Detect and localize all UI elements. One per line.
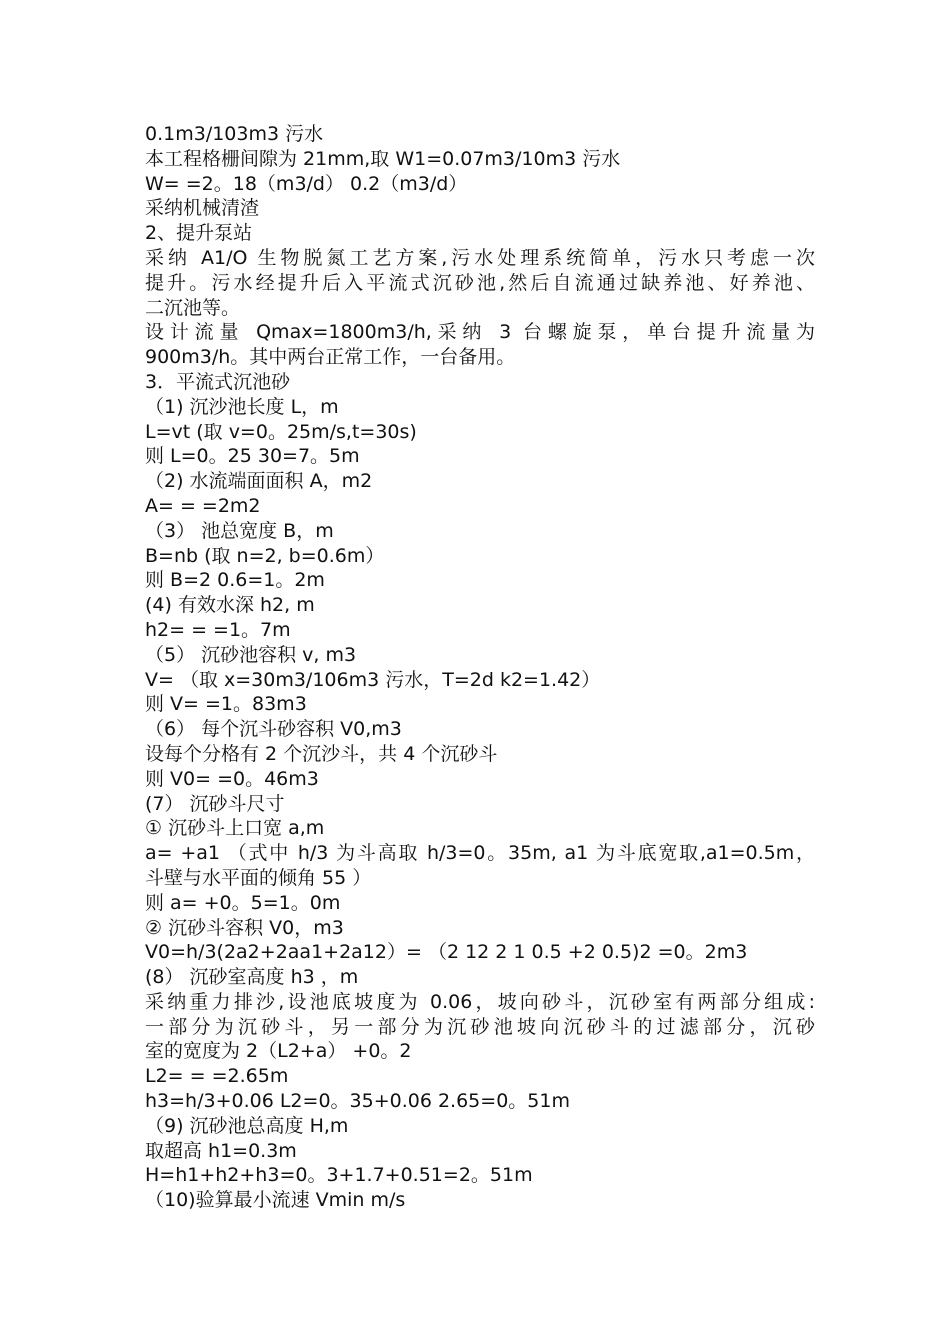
text-line: 设计流量 Qmax=1800m3/h,采纳 3 台螺旋泵，单台提升流量为 (145, 321, 815, 344)
text-line: (4) 有效水深 h2, m (145, 594, 315, 617)
text-line: （10)验算最小流速 Vmin m/s (145, 1189, 406, 1212)
text-line: h2= = =1。7m (145, 618, 291, 641)
text-line: 采纳 A1/O 生物脱氮工艺方案,污水处理系统简单，污水只考虑一次 (145, 246, 815, 269)
text-line: 取超高 h1=0.3m (145, 1139, 297, 1162)
text-line: a= +a1 （式中 h/3 为斗高取 h/3=0。35m, a1 为斗底宽取,a1=0.5m， (145, 842, 815, 865)
text-line: 二沉池等。 (145, 296, 241, 319)
text-line: （5） 沉砂池容积 v, m3 (145, 643, 357, 666)
text-line: 900m3/h。其中两台正常工作，一台备用。 (145, 346, 516, 369)
text-line: L2= = =2.65m (145, 1065, 289, 1088)
text-line: (8） 沉砂室高度 h3 ，m (145, 966, 359, 989)
text-line: 0.1m3/103m3 污水 (145, 123, 324, 145)
text-line: 2、提升泵站 (145, 222, 253, 245)
text-line: 则 V0= =0。46m3 (145, 767, 319, 790)
text-line: 则 V= =1。83m3 (145, 693, 307, 716)
text-line: 斗壁与水平面的倾角 55 ） (145, 866, 372, 889)
text-line: 一部分为沉砂斗，另一部分为沉砂池坡向沉砂斗的过滤部分，沉砂 (145, 1015, 815, 1038)
text-line: 3．平流式沉池砂 (145, 370, 291, 393)
text-line: V= （取 x=30m3/106m3 污水，T=2d k2=1.42） (145, 668, 601, 691)
text-line: ② 沉砂斗容积 V0，m3 (145, 916, 344, 939)
text-line: 设每个分格有 2 个沉沙斗，共 4 个沉砂斗 (145, 742, 498, 765)
text-line: （2) 水流端面面积 A，m2 (145, 470, 373, 493)
text-line: ① 沉砂斗上口宽 a,m (145, 817, 325, 840)
text-line: （6） 每个沉斗砂容积 V0,m3 (145, 718, 402, 741)
text-line: (7） 沉砂斗尺寸 (145, 792, 285, 815)
document-body (145, 122, 815, 1213)
text-line: （1) 沉沙池长度 L，m (145, 395, 339, 418)
text-line: L=vt (取 v=0。25m/s,t=30s) (145, 420, 417, 443)
text-line: H=h1+h2+h3=0。3+1.7+0.51=2。51m (145, 1164, 533, 1187)
text-line: 则 B=2 0.6=1。2m (145, 569, 325, 592)
text-line: （9) 沉砂池总高度 H,m (145, 1114, 349, 1137)
text-line: 则 L=0。25 30=7。5m (145, 445, 360, 468)
text-line: 提升。污水经提升后入平流式沉砂池,然后自流通过缺养池、好养池、 (145, 271, 815, 294)
text-line: （3） 池总宽度 B，m (145, 519, 334, 542)
text-line: 采纳重力排沙,设池底坡度为 0.06，坡向砂斗，沉砂室有两部分组成: (145, 990, 815, 1013)
text-line: h3=h/3+0.06 L2=0。35+0.06 2.65=0。51m (145, 1090, 570, 1113)
text-line: 室的宽度为 2（L2+a） +0。2 (145, 1040, 412, 1063)
text-line: 则 a= +0。5=1。0m (145, 891, 341, 914)
text-line: A= = =2m2 (145, 494, 261, 517)
text-line: V0=h/3(2a2+2aa1+2a12）= （2 12 2 1 0.5 +2 0.5)2 =0。2m3 (145, 941, 748, 964)
text-line: 采纳机械清渣 (145, 197, 260, 220)
text-line: 本工程格栅间隙为 21mm,取 W1=0.07m3/10m3 污水 (145, 147, 621, 170)
text-line: B=nb (取 n=2, b=0.6m） (145, 544, 385, 567)
text-line: W= =2。18（m3/d） 0.2（m3/d） (145, 172, 468, 195)
